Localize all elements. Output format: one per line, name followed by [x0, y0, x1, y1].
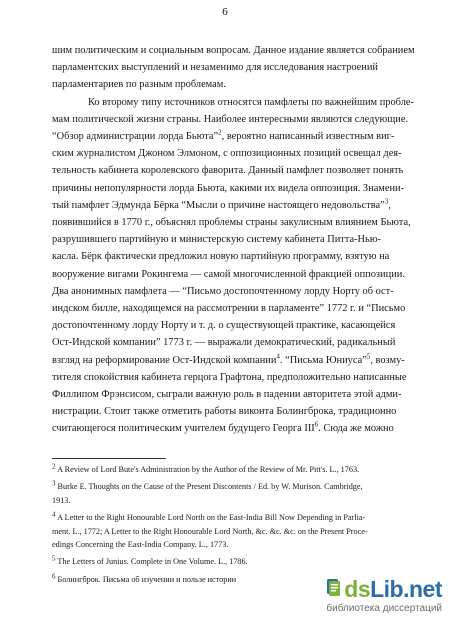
footnote-line	[52, 538, 422, 551]
footnote-ref[interactable]: 5	[366, 352, 371, 361]
footnote-line	[52, 525, 422, 538]
body-text-run: Два анонимных памфлета — “Письмо достопочтенному лорду Норту об ост-	[52, 285, 394, 297]
footnote-ref[interactable]: 6	[314, 421, 319, 429]
body-text-run: . “Письма Юниуса”	[279, 354, 367, 366]
footnote-number: 5	[52, 554, 56, 563]
watermark-icon	[326, 578, 342, 601]
footnote-number: 3	[52, 479, 56, 488]
body-text-run: тельность кабинета королевского фаворита. Данный памфлет позволяет понять	[52, 165, 404, 177]
body-text-run: достопочтенному лорду Норту и т. д. о существующей практике, касающейся	[52, 320, 396, 332]
body-text-run: мам политической жизни страны. Наиболее интересными являются следующие.	[52, 113, 409, 125]
body-line	[52, 94, 422, 111]
watermark[interactable]	[326, 576, 442, 614]
footnote-text: The Letters of Junius. Complete in One Volume. L., 1786.	[57, 557, 248, 567]
body-line	[52, 352, 422, 369]
body-line	[52, 317, 422, 334]
body-text-run: . Сюда же можно	[318, 423, 394, 435]
footnote-text: Болингброк. Письма об изучении и пользе истории	[57, 574, 237, 584]
footnote	[52, 480, 422, 507]
body-text-run: парламентских выступлений и незаменимо для исследования настроений	[52, 62, 378, 74]
footnote-number: 4	[52, 510, 56, 519]
footnote-line	[52, 555, 422, 568]
footnote-ref[interactable]: 4	[276, 352, 280, 361]
footnote	[52, 511, 422, 551]
body-text-run: нистрации. Стоит также отметить работы виконта Болингброка, традиционно	[52, 406, 397, 418]
footnote-text: ment. L., 1772; A Letter to the Right Honourable Lord North, &c. &c. &c. on the Present Proce-	[52, 526, 368, 536]
body-line	[52, 111, 422, 128]
body-line	[52, 266, 422, 283]
body-line	[52, 76, 422, 93]
body-text-run: Ко второму типу источников относятся памфлеты по важнейшим пробле-	[88, 96, 414, 108]
body-text-run: “Обзор администрации лорда Бьюта”	[52, 131, 219, 143]
body-text-run: Ост-Индской компании” 1773 г. — выражали демократический, радикальный	[52, 337, 396, 349]
body-line	[52, 128, 422, 145]
body-text-run: шим политическим и социальным вопросам. Данное издание является собранием	[52, 45, 415, 56]
body-text-run: ,	[388, 199, 391, 211]
footnote-text: A Review of Lord Bute's Administration by the Author of the Review of Mr. Pitt's. L., 1763.	[57, 465, 360, 474]
body-text-run: вооружение вигами Рокингема — самой многочисленной фракцией оппозиции.	[52, 268, 405, 280]
body-line	[52, 197, 422, 214]
body-line	[52, 386, 422, 403]
footnote-line	[52, 511, 422, 524]
footnote-text: Burke E. Thoughts on the Cause of the Present Discontents / Ed. by W. Murison. Cambridge,	[57, 482, 363, 492]
body-text-run: парламентариев по разным проблемам.	[52, 79, 226, 91]
body-text-run: взгляд на реформирование Ост-Индской компании	[52, 354, 277, 366]
body-line	[52, 334, 422, 351]
body-text-run: , вероятно написанный известным виг-	[221, 131, 395, 143]
footnote-ref[interactable]: 3	[384, 197, 389, 206]
footnote-number: 2	[52, 462, 56, 471]
body-text-run: индском билле, находящемся на рассмотрении в парламенте” 1772 г. и “Письмо	[52, 303, 406, 315]
footnote	[52, 555, 422, 568]
body-line	[52, 231, 422, 248]
footnote-ref[interactable]: 2	[218, 128, 222, 137]
body-text-run: появившийся в 1770 г., объяснял проблемы страны закулисным влиянием Бьюта,	[52, 217, 411, 229]
body-line	[52, 283, 422, 300]
body-text-run: , возму-	[370, 354, 405, 366]
body-text-run: касла. Бёрк фактически предложил новую партийную программу, взятую на	[52, 251, 390, 263]
body-text-run: причины непопулярности лорда Бьюта, какими их видела оппозиция. Знамени-	[52, 182, 405, 194]
footnote-line	[52, 494, 422, 507]
footnote-separator	[52, 458, 166, 459]
body-text-run: тый памфлет Эдмунда Бёрка “Мысли о причине настоящего недовольства”	[52, 199, 385, 211]
footnote-text: 1913.	[52, 495, 71, 505]
body-line	[52, 248, 422, 265]
footnote	[52, 463, 422, 476]
body-line	[52, 162, 422, 179]
body-text-run: Филлипом Фрэнсисом, сыграли важную роль в падении авторитета этой адми-	[52, 389, 402, 401]
footnotes	[52, 463, 422, 590]
body-line	[52, 369, 422, 386]
watermark-logo-left: ds	[344, 576, 371, 602]
watermark-logo-right: Lib.net	[370, 576, 442, 602]
footnote-text: A Letter to the Right Honourable Lord North on the East-India Bill Now Depending in Parlia-	[57, 513, 366, 523]
body-text	[52, 42, 422, 438]
footnote-line	[52, 480, 422, 493]
body-text-run: разрушившего партийную и министерскую систему кабинета Питта-Нью-	[52, 234, 382, 246]
body-line	[52, 403, 422, 420]
body-line	[52, 214, 422, 231]
body-line	[52, 42, 422, 59]
footnote-text: edings Concerning the East-India Company. L., 1773.	[52, 540, 229, 550]
footnote-number: 6	[52, 572, 56, 581]
page-number: 6	[222, 6, 228, 18]
body-text-run: ским журналистом Джоном Элмоном, с оппозиционных позиций освещал дея-	[52, 148, 402, 160]
body-line	[52, 420, 422, 437]
watermark-logo	[344, 576, 442, 603]
body-line	[52, 300, 422, 317]
watermark-subtitle: библиотека диссертаций	[326, 603, 442, 614]
footnote-line	[52, 463, 422, 476]
body-text-run: тителя спокойствия кабинета герцога Графтона, предположительно написанные	[52, 371, 407, 383]
body-text-run: считающегося политическим учителем будущего Георга III	[52, 423, 315, 435]
body-line	[52, 180, 422, 197]
body-line	[52, 145, 422, 162]
body-line	[52, 59, 422, 76]
